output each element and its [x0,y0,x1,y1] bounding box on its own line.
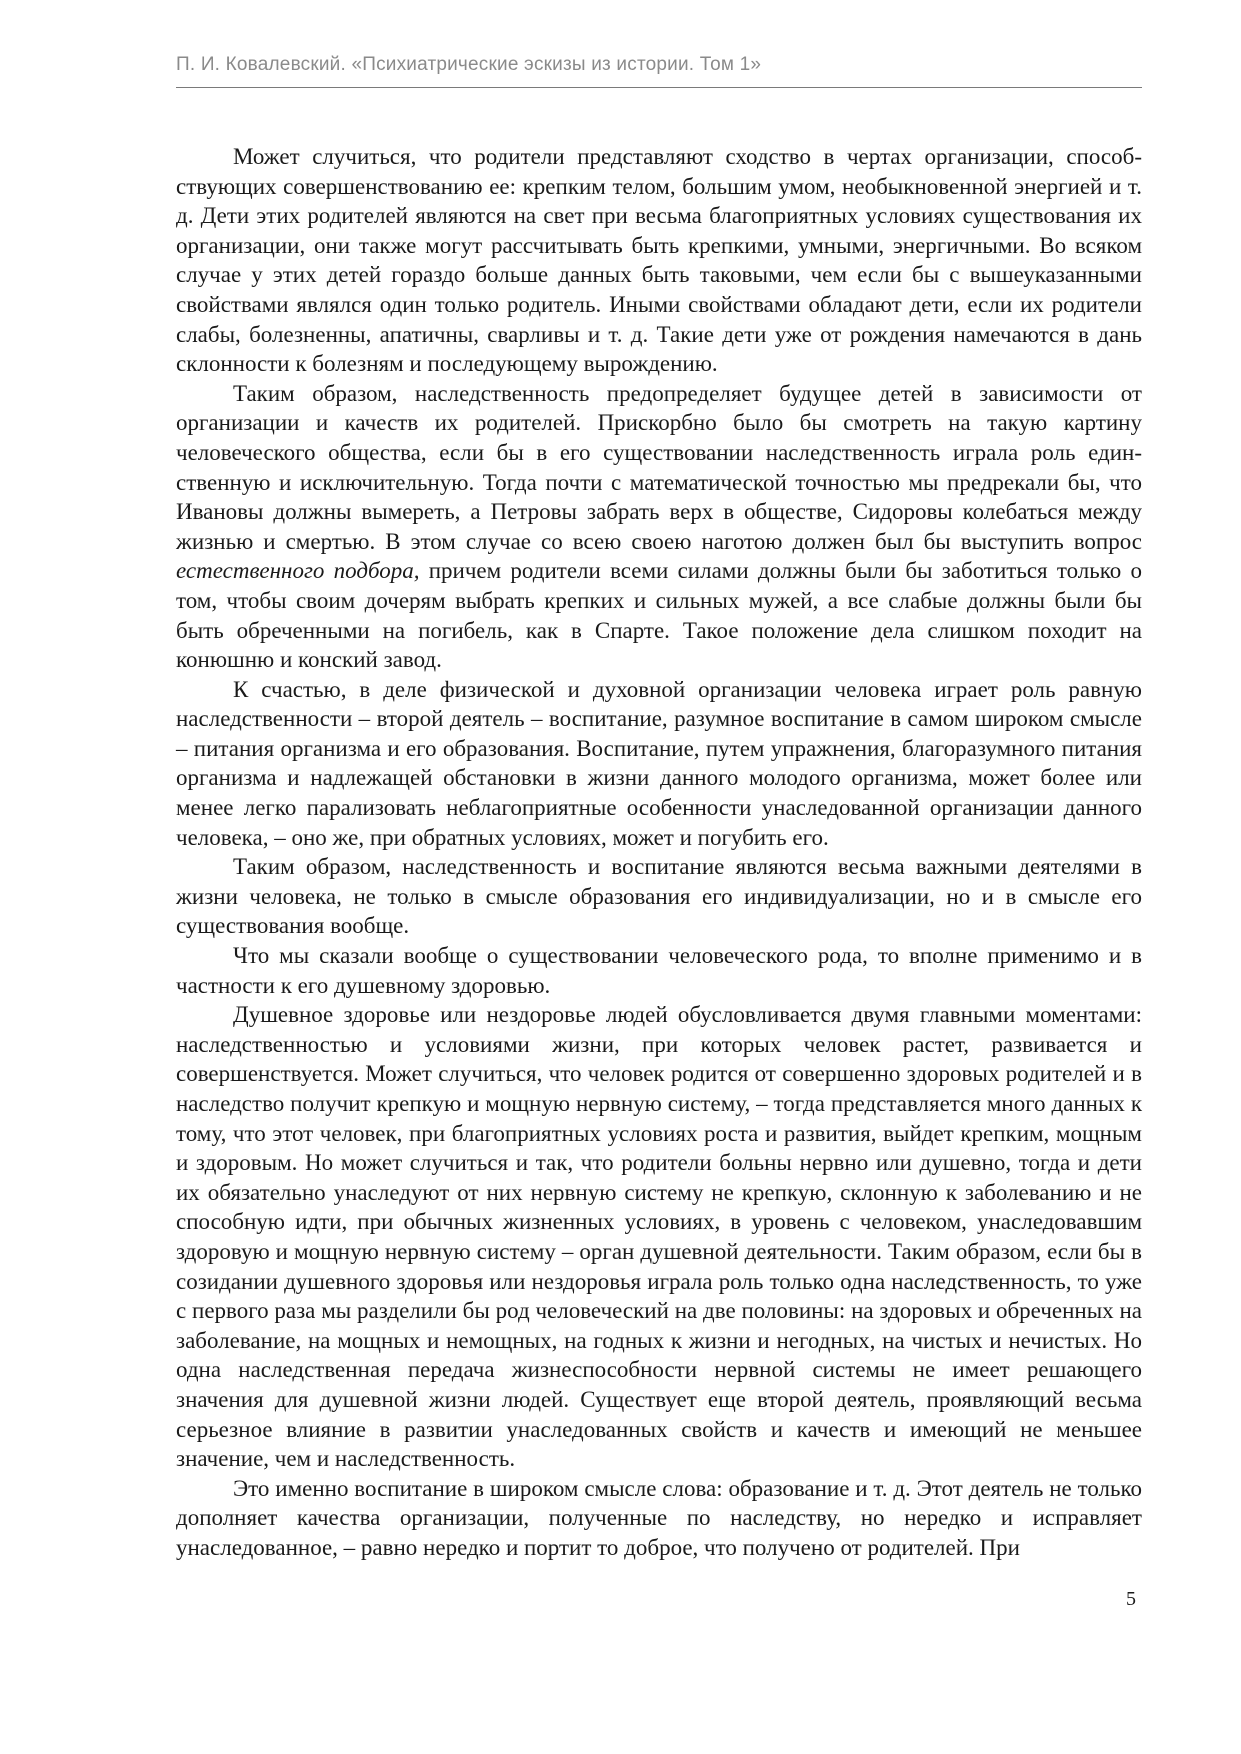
page-number: 5 [1126,1588,1136,1610]
paragraph-2-before: Таким образом, наследственность предопределяет будущее детей в зависимости от организации и качеств их родителей. Прискорбно было бы смотреть на такую картину человеческого общества, если бы в его существовании наследственность играла роль единственную и исключительную. Тогда почти с математической точностью мы предрекали бы, что Ивановы должны вымереть, а Петровы забрать верх в обществе, Сидоровы колебаться между жизнью и смертью. В этом случае со всею своею наготою должен был бы выступить вопрос [176,380,1142,554]
paragraph-1: Может случиться, что родители представляют сходство в чертах организации, способствующих совершенствованию ее: крепким телом, большим умом, необыкновенной энергией и т. д. Дети этих родителей являются на свет при весьма благоприятных условиях существования их организации, они также могут рассчитывать быть крепкими, умными, энергичными. Во всяком случае у этих детей гораздо больше данных быть таковыми, чем если бы с вышеуказанными свойствами являлся один только родитель. Иными свойствами обладают дети, если их родители слабы, болезненны, апатичны, сварливы и т. д. Такие дети уже от рождения намечаются в дань склонности к болезням и последующему вырождению. [176,144,1142,377]
paragraph-2 [176,379,1142,675]
paragraph-4: Таким образом, наследственность и воспитание являются весьма важными деятелями в жизни человека, не только в смысле образования его индивидуализации, но и в смысле его существования вообще. [176,854,1142,939]
paragraph-2-after: причем родители всеми силами должны были бы заботиться только о том, чтобы своим дочерям выбрать крепких и сильных мужей, а все слабые должны были бы быть обреченными на погибель, как в Спарте. Такое положение дела слишком походит на конюшню и конский завод. [176,558,1142,673]
running-head: П. И. Ковалевский. «Психиатрические эскизы из истории. Том 1» [176,54,762,75]
paragraph-5: Что мы сказали вообще о существовании человеческого рода, то вполне применимо и в частности к его душевному здоровью. [176,943,1142,998]
paragraph-7: Это именно воспитание в широком смысле слова: образование и т. д. Этот деятель не только дополняет качества организации, полученные по наследству, но нередко и исправляет унаследованное, – равно нередко и портит то доброе, что получено от родителей. При [176,1475,1142,1560]
paragraph-6: Душевное здоровье или нездоровье людей обусловливается двумя главными моментами: наследственностью и условиями жизни, при которых человек растет, развивается и совершенствуется. Может случиться, что человек родится от совершенно здоровых родителей и в наследство получит крепкую и мощную нервную систему, – тогда представляется много данных к тому, что этот человек, при благоприятных условиях роста и развития, выйдет крепким, мощным и здоровым. Но может случиться и так, что родители больны нервно или душевно, тогда и дети их обязательно унаследуют от них нервную систему не крепкую, склонную к заболеванию и не способную идти, при обычных жизненных условиях, в уровень с человеком, унаследовавшим здоровую и мощную нервную систему – орган душевной деятельности. Таким образом, если бы в созидании душевного здоровья или нездоровья играла роль только одна наследственность, то уже с первого раза мы разделили бы род человеческий на две половины: на здоровых и обреченных на заболевание, на мощных и немощных, на годных к жизни и негодных, на чистых и нечистых. Но одна наследственная передача жизнеспособности нервной системы не имеет решающего значения для душевной жизни людей. Существует еще второй деятель, проявляющий весьма серьезное влияние в развитии унаследованных свойств и качеств и имеющий не меньшее значение, чем и наследственность. [176,1002,1142,1472]
header-rule [176,87,1142,88]
paragraph-3: К счастью, в деле физической и духовной организации человека играет роль равную наследственности – второй деятель – воспитание, разумное воспитание в самом широком смысле – питания организма и его образования. Воспитание, путем упражнения, благоразумного питания организма и надлежащей обстановки в жизни данного молодого организма, может более или менее легко парализовать неблагоприятные особенности унаследованной организации данного человека, – оно же, при обратных условиях, может и погубить его. [176,676,1142,850]
body-text [176,142,1142,1563]
paragraph-2-emphasis: естественного подбора, [176,558,420,584]
